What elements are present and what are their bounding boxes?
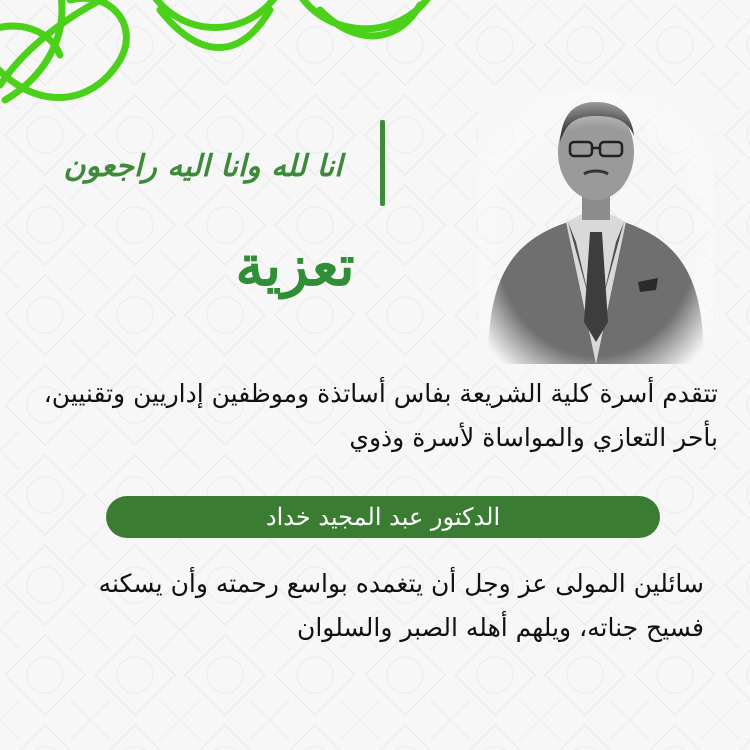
portrait-photo bbox=[478, 92, 714, 364]
condolence-title: تعزية bbox=[235, 233, 355, 299]
verse-divider bbox=[380, 120, 385, 206]
knot-ornament-icon bbox=[0, 0, 470, 110]
deceased-name-banner: الدكتور عبد المجيد خداد bbox=[106, 496, 660, 538]
prayer-message: سائلين المولى عز وجل أن يتغمده بواسع رحمته وأن يسكنه فسيح جناته، ويلهم أهله الصبر والسلوان bbox=[98, 569, 704, 642]
condolence-message: تتقدم أسرة كلية الشريعة بفاس أساتذة وموظفين إداريين وتقنيين، بأحر التعازي والمواساة لأسرة وذوي bbox=[43, 379, 718, 452]
quran-verse: انا لله وانا اليه راجعون bbox=[63, 148, 343, 184]
